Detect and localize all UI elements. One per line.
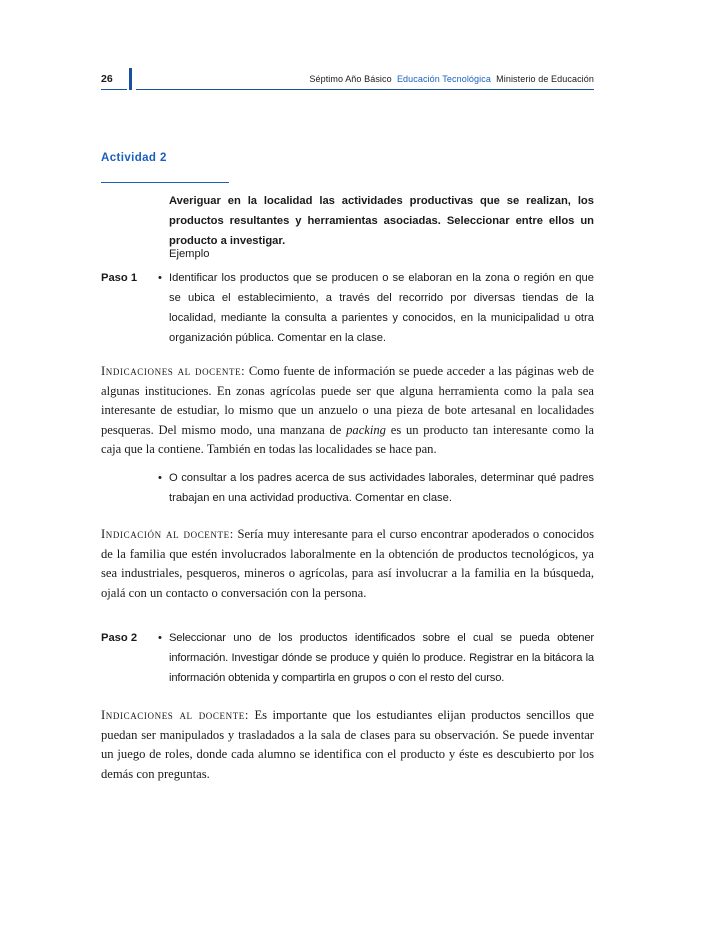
step1-text: Identificar los productos que se producen o se elaboran en la zona o región en que se ubica el establecimiento, a través del recorrido por diversas tiendas de la localidad, mediante la consulta a parientes y conocidos, en la municipalidad u otra organización pública. Comentar en la clase. xyxy=(169,272,594,344)
teacher-note-3 xyxy=(101,706,594,784)
step1b-text: O consultar a los padres acerca de sus actividades laborales, determinar qué padres trabajan en una actividad productiva. Comentar en clase. xyxy=(169,472,594,504)
teacher-note-1-label: Indicaciones al docente: xyxy=(101,364,246,378)
teacher-note-1-text-b: es un producto tan interesante como la caja que la contiene. También en todas las localidades se hace pan. xyxy=(101,422,595,456)
teacher-note-3-label: Indicaciones al docente: xyxy=(101,708,249,722)
activity-title: Actividad 2 xyxy=(101,152,167,164)
step1b-bullet: • xyxy=(158,472,162,484)
step2-bullet: • xyxy=(158,632,162,644)
step2-text: Seleccionar uno de los productos identificados sobre el cual se pueda obtener información. Investigar dónde se produce y quién lo produce. Registrar en la bitácora la información obtenida y compartirla en grupos o con el resto del curso. xyxy=(169,632,594,684)
teacher-note-1-italic: packing xyxy=(346,422,386,437)
header-rule-left xyxy=(101,89,127,90)
step1-label: Paso 1 xyxy=(101,272,138,284)
header-running-title xyxy=(309,74,594,84)
activity-instruction: Averiguar en la localidad las actividades productivas que se realizan, los productos resultantes y herramientas asociadas. Seleccionar entre ellos un producto a investigar. xyxy=(169,195,594,247)
step1-bullet: • xyxy=(158,272,162,284)
example-label: Ejemplo xyxy=(169,248,210,260)
activity-title-rule xyxy=(101,182,229,183)
header-ministry: Ministerio de Educación xyxy=(496,74,594,84)
header-rule-right xyxy=(136,89,594,90)
teacher-note-1 xyxy=(101,362,594,460)
teacher-note-2-text: Sería muy interesante para el curso encontrar apoderados o conocidos de la familia que estén involucrados laboralmente en la obtención de productos tecnológicos, ya sea industriales, pesqueros, mineros o agrícolas, para así involucrar a la familia en la búsqueda, ojalá con un contacto o conversación con la persona. xyxy=(101,527,594,600)
page-header xyxy=(101,68,594,94)
teacher-note-2 xyxy=(101,525,594,603)
teacher-note-3-text: Es importante que los estudiantes elijan productos sencillos que puedan ser manipulados y trasladados a la sala de clases para su observación. Se puede inventar un juego de roles, donde cada alumno se identifica con el producto y éste es descubierto por los demás con preguntas. xyxy=(101,708,594,781)
teacher-note-1-text-a: Como fuente de información se puede acceder a las páginas web de algunas instituciones. En zonas agrícolas puede ser que alguna herramienta como la pala sea interesante de estudiar, lo mismo que un anzuelo o una pieza de bote artesanal en localidades pesqueras. Del mismo modo, una manzana de xyxy=(101,364,595,437)
header-bar xyxy=(129,68,132,90)
header-subject: Educación Tecnológica xyxy=(396,74,491,84)
step2-label: Paso 2 xyxy=(101,632,138,644)
teacher-note-2-label: Indicación al docente: xyxy=(101,527,234,541)
page-number: 26 xyxy=(101,73,113,85)
header-grade: Séptimo Año Básico xyxy=(309,74,392,84)
